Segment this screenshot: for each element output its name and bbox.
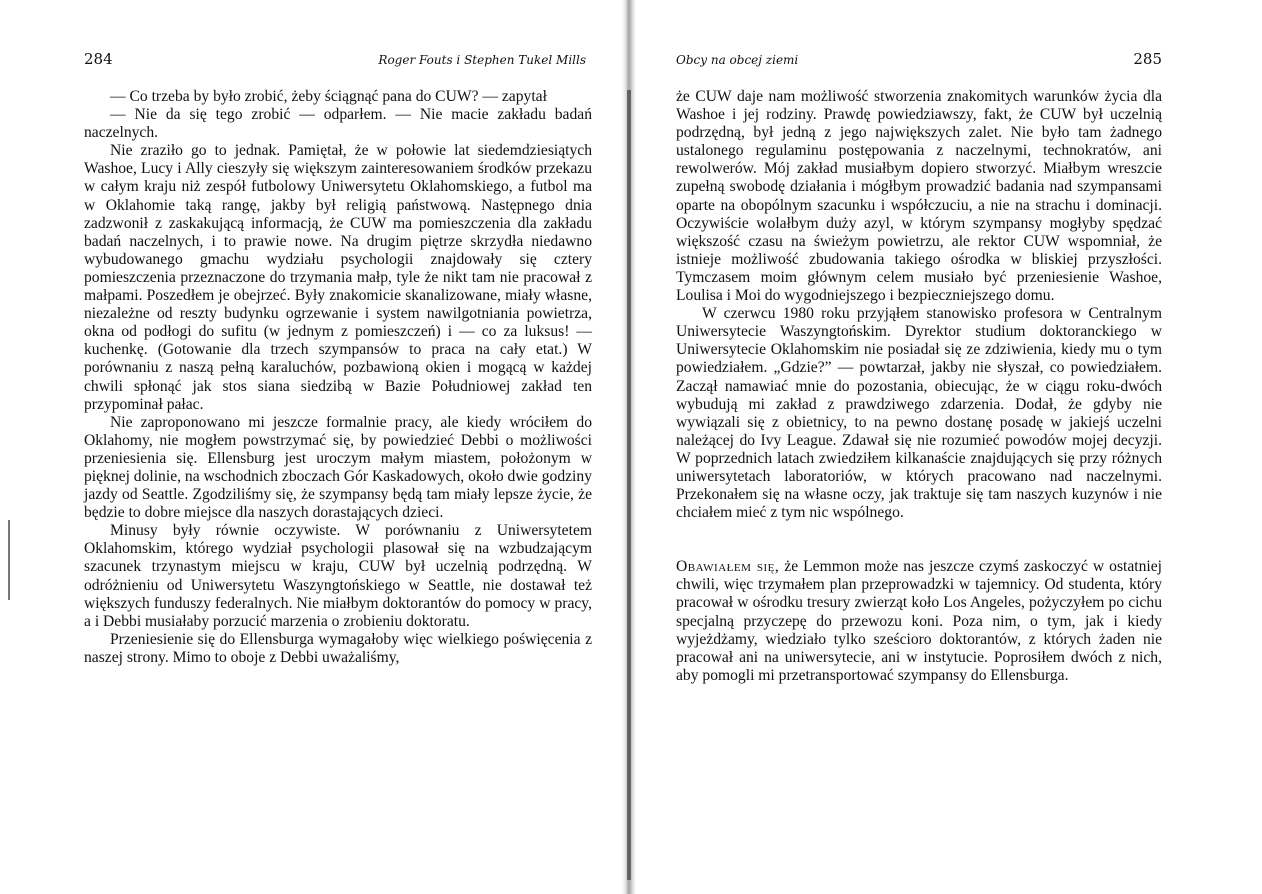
gutter-spine [627,90,631,880]
section-paragraph-text: że Lemmon może nas jeszcze czymś zaskoczyć w ostatniej chwili, więc trzymałem plan przeprowadzki w tajemnicy. Od studenta, który pracował w ośrodku tresury zwierząt koło Los Angeles, pożyczyłem po cichu specjalną przyczepę do przewozu koni. Poza nim, o tym, jak i kiedy wyjeżdżamy, wiedziało tylko sześcioro doktorantów, z których żaden nie pracował ani na uniwersytecie, ani w instytucie. Poprosiłem dwóch z nich, aby pomogli mi przetransportować szympansy do Ellensburga. [676,558,1162,684]
paragraph: Nie zaproponowano mi jeszcze formalnie pracy, ale kiedy wróciłem do Oklahomy, nie mogłem powstrzymać się, by powiedzieć Debbi o możliwości przeniesienia się. Ellensburg jest uroczym małym miastem, położonym w pięknej dolinie, na wschodnich zboczach Gór Kaskadowych, około dwie godziny jazdy od Seattle. Zgodziliśmy się, że szympansy będą tam miały lepsze życie, że będzie to dobre miejsce dla naszych dorastających dzieci. [84,413,592,522]
right-page [676,50,1162,880]
paragraph: — Co trzeba by było zrobić, żeby ściągnąć pana do CUW? — zapytał [110,88,547,105]
right-page-header [676,50,1162,74]
paragraph: Nie zraziło go to jednak. Pamiętał, że w połowie lat siedemdziesiątych Washoe, Lucy i Ally cieszyły się większym zainteresowaniem środków przekazu w całym kraju niż zespół futbolowy Uniwersytetu Oklahomskiego, a futbol ma w Oklahomie taką rangę, jakby był religią państwową. Następnego dnia zadzwonił z zaskakującą informacją, że CUW ma pomieszczenia dla zakładu badań naczelnych, i to prawie nowe. Na drugim piętrze skrzydła niedawno wybudowanego gmachu wydziału psychologii znajdowały się cztery pomieszczenia przeznaczone do trzymania małp, tyle że nikt tam nie pracował z małpami. Poszedłem je obejrzeć. Były znakomicie skanalizowane, miały własne, niezależne od reszty budynku ogrzewanie i system nawilgotniania powietrza, okna od podłogi do sufitu (w jednym z pomieszczeń) i — co za luksus! — kuchenkę. (Gotowanie dla trzech szympansów to praca na cały etat.) W porównaniu z naszą pełną karaluchów, pozbawioną okien i mogącą w każdej chwili spłonąć jak stos siana siedzibą w Bazie Południowej zakład ten przypominał pałac. [84,142,592,413]
right-running-head: Obcy na obcej ziemi [676,53,799,67]
left-page [84,50,592,880]
paragraph: że CUW daje nam możliwość stworzenia znakomitych warunków życia dla Washoe i jej rodziny. Prawdę powiedziawszy, fakt, że CUW był uczelnią podrzędną, był jedną z jego największych zalet. Nie było tam żadnego ustalonego regulaminu postępowania z naczelnymi, technokratów, ani rewolwerów. Mój zakład musiałbym dopiero stworzyć. Miałbym wreszcie zupełną swobodę działania i mógłbym prowadzić badania nad szympansami oparte na obopólnym szacunku i współczuciu, a nie na strachu i dominacji. Oczywiście wolałbym duży azyl, w którym szympansy mogłyby spędzać większość czasu na świeżym powietrzu, ale rektor CUW wspomniał, że istnieje możliwość zbudowania takiego ośrodka w bliskiej przyszłości. Tymczasem moim głównym celem musiało być przeniesienie Washoe, Loulisa i Moi do wygodniejszego i bezpieczniejszego domu. [676,88,1162,305]
paragraph: — Nie da się tego zrobić — odparłem. — Nie macie zakładu badań naczelnych. [84,106,592,142]
left-running-head: Roger Fouts i Stephen Tukel Mills [378,53,586,67]
page-edge-mark [8,520,10,600]
section-lead-words: Obawiałem się, [676,558,780,576]
section-break [676,522,1162,558]
paragraph: Minusy były równie oczywiste. W porównaniu z Uniwersytetem Oklahomskim, którego wydział psychologii plasował się na wzbudzającym szacunek trzynastym miejscu w kraju, CUW był uczelnią podrzędną. W odróżnieniu od Uniwersytetu Waszyngtońskiego w Seattle, nie dostawał też większych funduszy federalnych. Nie miałbym doktorantów do pomocy w pracy, a i Debbi musiałaby porzucić marzenia o zrobieniu doktoratu. [84,522,592,630]
left-page-header [84,50,592,74]
book-gutter [606,0,650,894]
right-page-body [676,88,1162,685]
left-page-body [84,88,592,667]
right-page-number: 285 [1133,50,1162,68]
left-page-number: 284 [84,50,113,68]
paragraph: Przeniesienie się do Ellensburga wymagałoby więc wielkiego poświęcenia z naszej strony. Mimo to oboje z Debbi uważaliśmy, [84,630,592,666]
paragraph: W czerwcu 1980 roku przyjąłem stanowisko profesora w Centralnym Uniwersytecie Waszyngtońskim. Dyrektor studium doktoranckiego w Uniwersytecie Oklahomskim nie posiadał się ze zdziwienia, kiedy mu o tym powiedziałem. „Gdzie?” — powtarzał, jakby nie słyszał, co powiedziałem. Zaczął namawiać mnie do pozostania, obiecując, że w ciągu roku-dwóch wybudują mi zakład z prawdziwego zdarzenia. Dodał, że gdyby nie wywiązali się z obietnicy, to na pewno dostanę posadę w jakiejś uczelni należącej do Ivy League. Zdawał się nie rozumieć powodów mojej decyzji. W poprzednich latach zwiedziłem kilkanaście znajdujących się przy różnych uniwersytetach laboratoriów, w których pracowano nad naczelnymi. Przekonałem się na własne oczy, jak traktuje się tam naszych kuzynów i nie chciałem mieć z tym nic wspólnego. [676,305,1162,522]
section-opening-paragraph [676,558,1162,685]
